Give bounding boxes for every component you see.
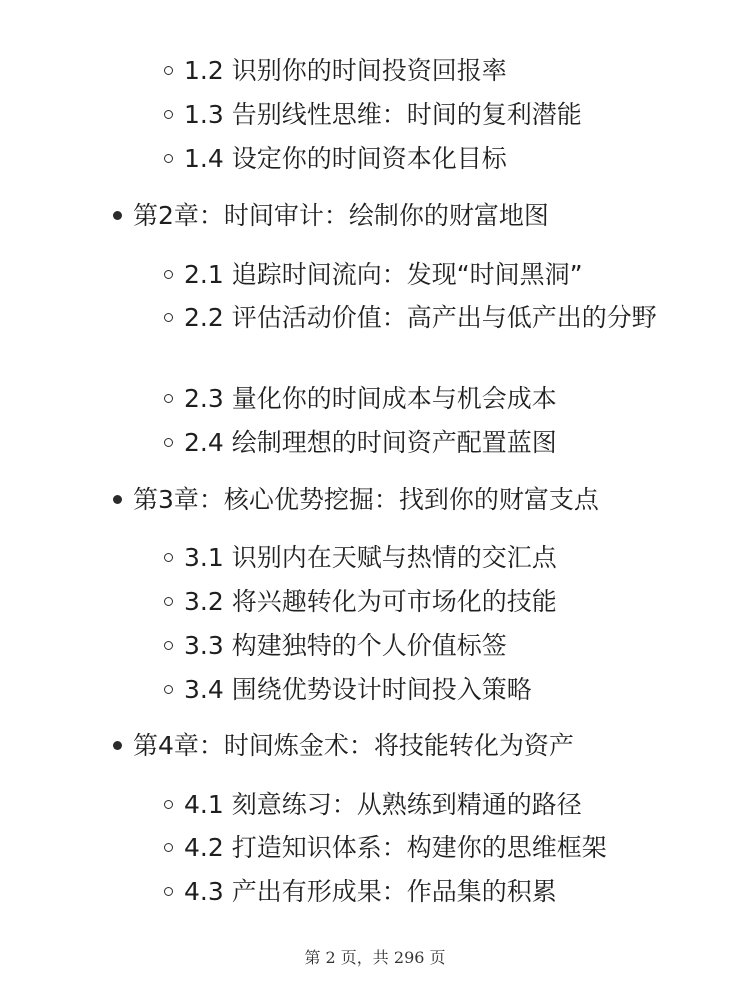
toc-section-2-2 xyxy=(162,299,664,337)
toc-chapter-2 xyxy=(111,197,693,235)
filled-bullet-icon xyxy=(111,481,133,519)
hollow-bullet-icon xyxy=(162,96,184,134)
hollow-bullet-icon xyxy=(162,52,184,90)
toc-item-text: 3.4 围绕优势设计时间投入策略 xyxy=(184,675,532,704)
hollow-bullet-icon xyxy=(162,380,184,418)
toc-section-1-3 xyxy=(162,96,664,134)
toc-section-1-4 xyxy=(162,140,664,178)
toc-item-text: 第3章：核心优势挖掘：找到你的财富支点 xyxy=(133,485,599,514)
toc-item-text: 第4章：时间炼金术：将技能转化为资产 xyxy=(133,731,574,760)
hollow-bullet-icon xyxy=(162,627,184,665)
toc-section-3-4 xyxy=(162,671,664,709)
toc-item-text: 2.2 评估活动价值：高产出与低产出的分野 xyxy=(184,303,657,332)
filled-bullet-icon xyxy=(111,197,133,235)
hollow-bullet-icon xyxy=(162,140,184,178)
hollow-bullet-icon xyxy=(162,299,184,337)
toc-item-text: 4.2 打造知识体系：构建你的思维框架 xyxy=(184,833,607,862)
toc-section-3-2 xyxy=(162,583,664,621)
toc-item-text: 3.2 将兴趣转化为可市场化的技能 xyxy=(184,587,557,616)
hollow-bullet-icon xyxy=(162,256,184,294)
toc-chapter-3 xyxy=(111,481,693,519)
hollow-bullet-icon xyxy=(162,424,184,462)
toc-chapter-4 xyxy=(111,727,693,765)
toc-section-4-2 xyxy=(162,829,664,867)
hollow-bullet-icon xyxy=(162,583,184,621)
toc-item-text: 4.3 产出有形成果：作品集的积累 xyxy=(184,877,557,906)
toc-item-text: 2.1 追踪时间流向：发现“时间黑洞” xyxy=(184,260,583,289)
toc-item-text: 1.2 识别你的时间投资回报率 xyxy=(184,56,507,85)
toc-section-3-1 xyxy=(162,539,664,577)
toc-section-2-3 xyxy=(162,380,664,418)
toc-section-1-2 xyxy=(162,52,664,90)
hollow-bullet-icon xyxy=(162,829,184,867)
toc-section-4-1 xyxy=(162,786,664,824)
hollow-bullet-icon xyxy=(162,786,184,824)
hollow-bullet-icon xyxy=(162,671,184,709)
toc-item-text: 第2章：时间审计：绘制你的财富地图 xyxy=(133,201,549,230)
toc-item-text: 1.4 设定你的时间资本化目标 xyxy=(184,144,507,173)
toc-item-text: 4.1 刻意练习：从熟练到精通的路径 xyxy=(184,790,582,819)
toc-item-text: 3.1 识别内在天赋与热情的交汇点 xyxy=(184,543,557,572)
hollow-bullet-icon xyxy=(162,539,184,577)
page-number-footer: 第 2 页，共 296 页 xyxy=(304,948,446,967)
toc-section-2-4 xyxy=(162,424,664,462)
toc-item-text: 3.3 构建独特的个人价值标签 xyxy=(184,631,507,660)
toc-item-text: 1.3 告别线性思维：时间的复利潜能 xyxy=(184,100,582,129)
toc-section-3-3 xyxy=(162,627,664,665)
toc-item-text: 2.3 量化你的时间成本与机会成本 xyxy=(184,384,557,413)
hollow-bullet-icon xyxy=(162,873,184,911)
toc-item-text: 2.4 绘制理想的时间资产配置蓝图 xyxy=(184,428,557,457)
filled-bullet-icon xyxy=(111,727,133,765)
toc-section-4-3 xyxy=(162,873,664,911)
toc-section-2-1 xyxy=(162,256,664,294)
